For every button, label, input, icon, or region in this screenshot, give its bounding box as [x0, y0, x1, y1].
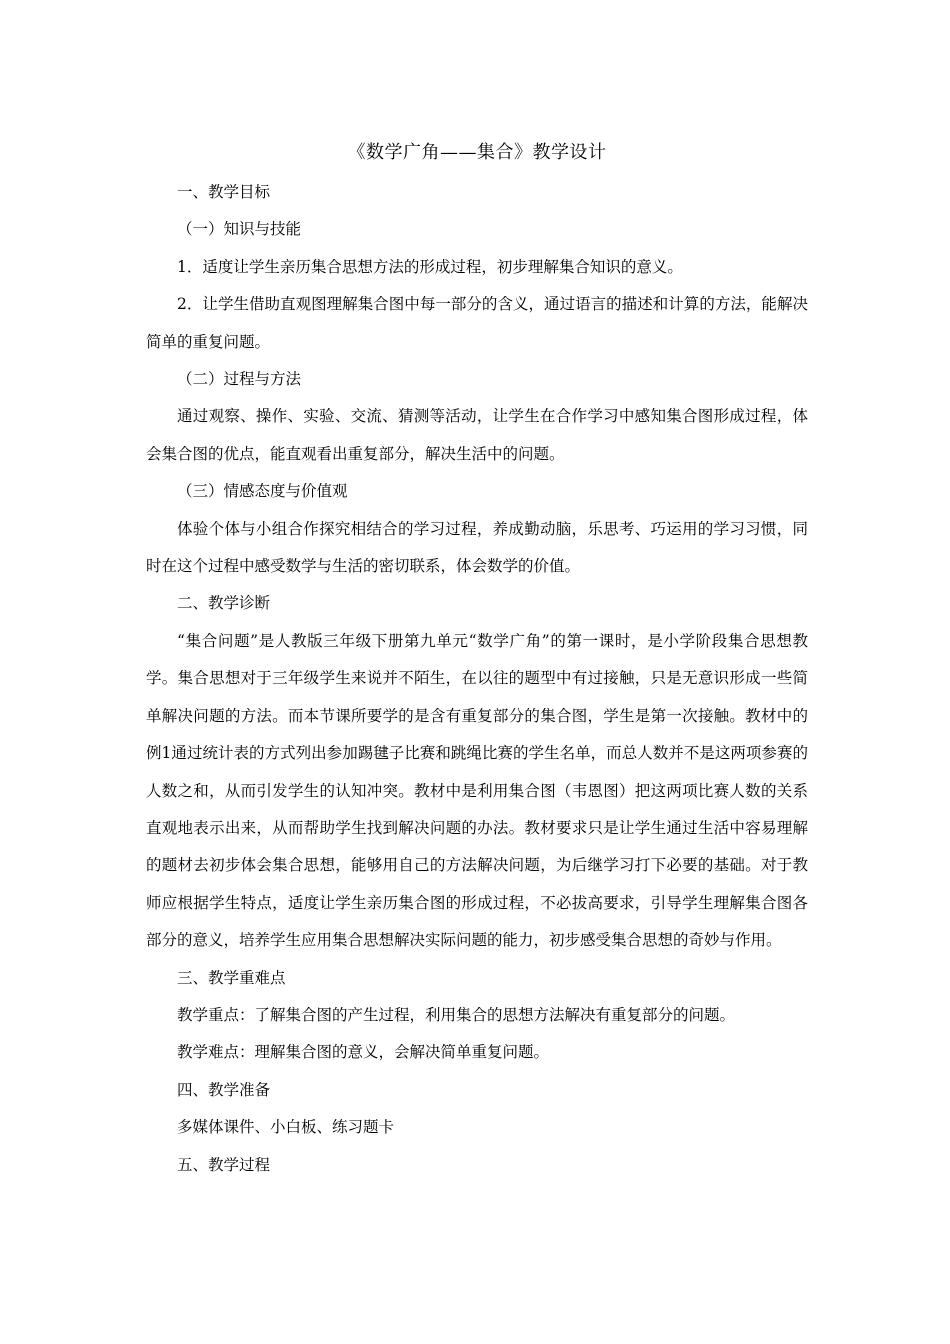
section-heading-diagnosis: 二、教学诊断	[177, 594, 271, 613]
subsection-heading-process: （二）过程与方法	[177, 370, 302, 389]
document-body	[146, 136, 808, 1184]
subsection-heading-attitude: （三）情感态度与价值观	[177, 482, 348, 501]
section-heading-key-points: 三、教学重难点	[177, 968, 286, 987]
paragraph-diagnosis: “集合问题”是人教版三年级下册第九单元“数学广角”的第一课时，是小学阶段集合思想教学。集合思想对于三年级学生来说并不陌生，在以往的题型中有过接触，只是无意识形成一些简单解决问题的方法。而本节课所要学的是含有重复部分的集合图，学生是第一次接触。教材中的例1通过统计表的方式列出参加踢毽子比赛和跳绳比赛的学生名单，而总人数并不是这两项参赛的人数之和，从而引发学生的认知冲突。教材中是利用集合图（韦恩图）把这两项比赛人数的关系直观地表示出来，从而帮助学生找到解决问题的办法。教材要求只是让学生通过生活中容易理解的题材去初步体会集合思想，能够用自己的方法解决问题，为后继学习打下必要的基础。对于教师应根据学生特点，适度让学生亲历集合图的形成过程，不必拔高要求，引导学生理解集合图各部分的意义，培养学生应用集合思想解决实际问题的能力，初步感受集合思想的奇妙与作用。	[146, 631, 808, 950]
paragraph-attitude: 体验个体与小组合作探究相结合的学习过程，养成勤动脑，乐思考、巧运用的学习习惯，同时在这个过程中感受数学与生活的密切联系，体会数学的价值。	[146, 519, 808, 576]
paragraph-preparation: 多媒体课件、小白板、练习题卡	[177, 1118, 395, 1137]
paragraph-knowledge-2: 2．让学生借助直观图理解集合图中每一部分的含义，通过语言的描述和计算的方法，能解决简单的重复问题。	[146, 295, 808, 351]
section-heading-process: 五、教学过程	[177, 1155, 271, 1174]
paragraph-knowledge-1: 1．适度让学生亲历集合思想方法的形成过程，初步理解集合知识的意义。	[177, 257, 683, 276]
paragraph-key-point: 教学重点：了解集合图的产生过程，利用集合的思想方法解决有重复部分的问题。	[177, 1005, 736, 1024]
paragraph-difficult-point: 教学难点：理解集合图的意义，会解决简单重复问题。	[177, 1043, 550, 1062]
subsection-heading-knowledge: （一）知识与技能	[177, 220, 302, 239]
section-heading-preparation: 四、教学准备	[177, 1080, 271, 1099]
section-heading-objectives: 一、教学目标	[177, 183, 271, 201]
document-title: 《数学广角——集合》教学设计	[347, 142, 607, 163]
paragraph-process: 通过观察、操作、实验、交流、猜测等活动，让学生在合作学习中感知集合图形成过程，体会集合图的优点，能直观看出重复部分，解决生活中的问题。	[146, 407, 808, 463]
